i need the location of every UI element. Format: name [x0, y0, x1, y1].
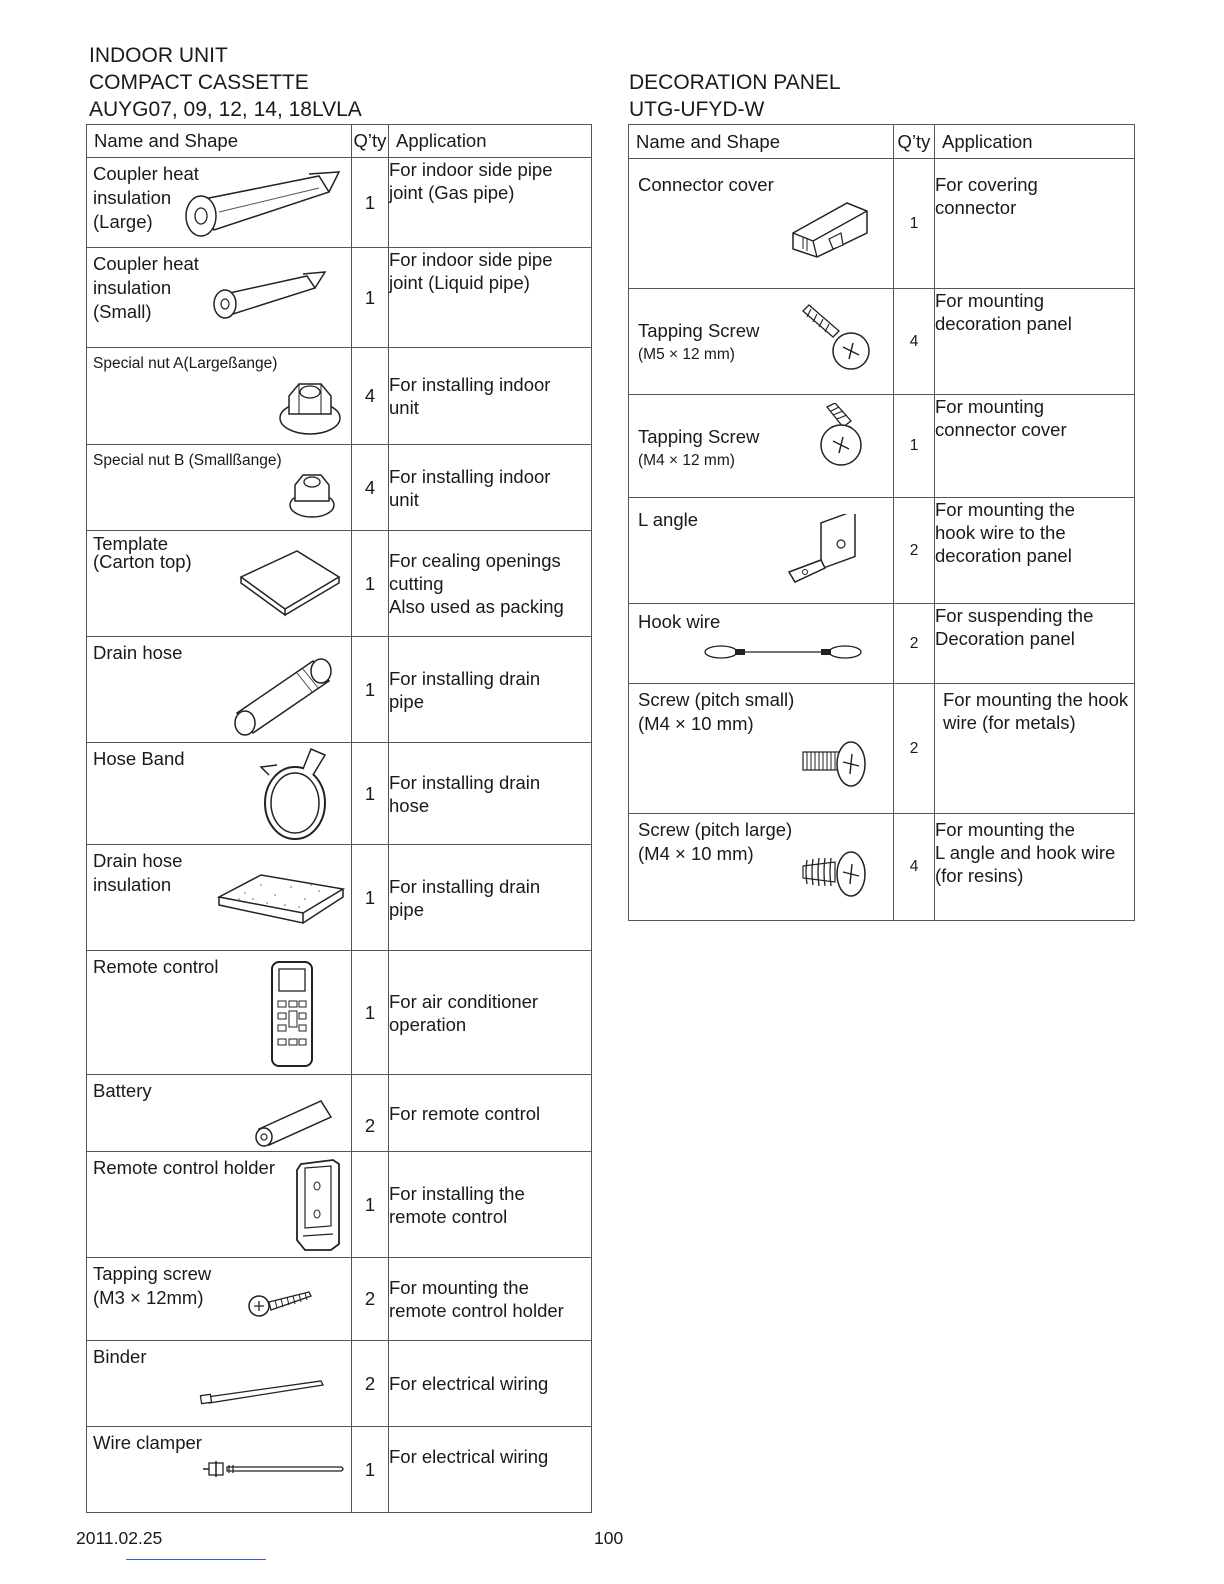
- item-application: For electrical wiring: [389, 1427, 592, 1513]
- col-qty-header: Q’ty: [894, 125, 935, 159]
- item-name: Wire clamper: [93, 1432, 202, 1453]
- item-application: For mounting the L angle and hook wire (for resins): [935, 814, 1135, 921]
- table-row: [87, 445, 592, 531]
- item-name: Screw (pitch small) (M4 × 10 mm): [638, 689, 795, 734]
- table-row: [87, 531, 592, 637]
- item-application: For indoor side pipe joint (Gas pipe): [389, 158, 592, 248]
- item-qty: 2: [352, 1258, 389, 1341]
- item-qty: 1: [352, 845, 389, 951]
- item-name: Binder: [93, 1346, 147, 1367]
- footer-date: 2011.02.25: [76, 1528, 163, 1548]
- item-application: For installing drain pipe: [389, 845, 592, 951]
- item-application: For mounting the remote control holder: [389, 1258, 592, 1341]
- item-qty: 2: [894, 684, 935, 814]
- item-name: Special nut B (Smallßange): [93, 452, 282, 469]
- table-row: [87, 1427, 592, 1513]
- item-qty: 2: [352, 1341, 389, 1427]
- footer-divider: [126, 1559, 266, 1560]
- item-name: Remote control: [93, 956, 219, 977]
- hook-wire-icon: [703, 640, 863, 664]
- table-row: [87, 637, 592, 743]
- col-name-header: Name and Shape: [87, 125, 352, 158]
- nut-b-icon: [287, 471, 337, 519]
- table-row: [629, 498, 1135, 604]
- item-application: For mounting the hook wire to the decoration panel: [935, 498, 1135, 604]
- item-qty: 1: [352, 531, 389, 637]
- item-name: Remote control holder: [93, 1157, 276, 1178]
- item-name: Connector cover: [638, 174, 774, 195]
- table-row: [87, 1152, 592, 1258]
- item-name: Coupler heat insulation (Large): [93, 163, 199, 232]
- item-name: L angle: [638, 509, 699, 530]
- table-row: [87, 1341, 592, 1427]
- left-header-line2: COMPACT CASSETTE: [89, 71, 309, 94]
- right-header-line1: DECORATION PANEL: [629, 71, 841, 94]
- table-row: [87, 845, 592, 951]
- item-name: Hook wire: [638, 611, 721, 632]
- item-qty: 1: [894, 395, 935, 498]
- table-row: [87, 158, 592, 248]
- table-row: [629, 684, 1135, 814]
- item-name: Screw (pitch large) (M4 × 10 mm): [638, 819, 793, 864]
- item-qty: 4: [352, 348, 389, 445]
- left-header: [89, 42, 362, 123]
- item-qty: 4: [352, 445, 389, 531]
- item-application: For cealing openings cutting Also used as packing: [389, 531, 592, 637]
- item-qty: 1: [352, 951, 389, 1075]
- item-application: For mounting connector cover: [935, 395, 1135, 498]
- col-app-header: Application: [389, 125, 592, 158]
- item-application: For installing drain pipe: [389, 637, 592, 743]
- screw-small-pitch-icon: [799, 740, 869, 792]
- footer-page-number: 100: [594, 1528, 624, 1548]
- col-name-header: Name and Shape: [629, 125, 894, 159]
- item-qty: 4: [894, 814, 935, 921]
- item-application: For covering connector: [935, 159, 1135, 289]
- table-row: [87, 1075, 592, 1152]
- item-qty: 4: [894, 289, 935, 395]
- item-size: (M4 × 12 mm): [638, 452, 735, 469]
- item-qty: 1: [352, 1427, 389, 1513]
- item-qty: 1: [352, 637, 389, 743]
- table-row: [629, 814, 1135, 921]
- item-name: Drain hose insulation: [93, 850, 183, 895]
- item-qty: 1: [352, 1152, 389, 1258]
- binder-icon: [197, 1377, 327, 1407]
- item-application: For installing the remote control: [389, 1152, 592, 1258]
- item-name: Battery: [93, 1080, 152, 1101]
- col-qty-header: Q’ty: [352, 125, 389, 158]
- item-application: For suspending the Decoration panel: [935, 604, 1135, 684]
- item-application: For indoor side pipe joint (Liquid pipe): [389, 248, 592, 348]
- item-application: For electrical wiring: [389, 1341, 592, 1427]
- item-name: Special nut A(Largeßange): [93, 355, 278, 372]
- table-row: [629, 604, 1135, 684]
- item-qty: 1: [894, 159, 935, 289]
- item-application: For installing indoor unit: [389, 348, 592, 445]
- nut-a-icon: [277, 378, 343, 438]
- item-application: For air conditioner operation: [389, 951, 592, 1075]
- table-row: [87, 348, 592, 445]
- item-qty: 1: [352, 158, 389, 248]
- item-name: Drain hose: [93, 642, 183, 663]
- item-application: For installing indoor unit: [389, 445, 592, 531]
- wire-clamper-icon: [197, 1457, 347, 1481]
- item-name: Hose Band: [93, 748, 185, 769]
- item-name: Tapping Screw: [638, 426, 760, 447]
- item-application: For installing drain hose: [389, 743, 592, 845]
- left-header-line1: INDOOR UNIT: [89, 44, 228, 67]
- item-application: For remote control: [389, 1075, 592, 1152]
- item-qty: 2: [352, 1075, 389, 1152]
- decoration-panel-parts-table: [628, 124, 1135, 921]
- connector-cover-icon: [787, 193, 877, 263]
- left-header-line3: AUYG07, 09, 12, 14, 18LVLA: [89, 98, 362, 121]
- right-header: [629, 69, 841, 123]
- item-name: Tapping Screw: [638, 320, 760, 341]
- item-qty: 1: [352, 248, 389, 348]
- col-app-header: Application: [935, 125, 1135, 159]
- indoor-unit-parts-table: [86, 124, 592, 1513]
- table-row: [87, 951, 592, 1075]
- table-row: [629, 159, 1135, 289]
- table-row: [87, 248, 592, 348]
- item-name: Coupler heat insulation (Small): [93, 253, 199, 322]
- right-header-line2: UTG-UFYD-W: [629, 98, 765, 121]
- table-row: [629, 395, 1135, 498]
- item-name: Template (Carton top): [93, 533, 192, 572]
- table-row: [87, 1258, 592, 1341]
- item-qty: 2: [894, 498, 935, 604]
- item-size: (M5 × 12 mm): [638, 346, 735, 363]
- table-row: [629, 289, 1135, 395]
- item-application: For mounting decoration panel: [935, 289, 1135, 395]
- item-application: For mounting the hook wire (for metals): [935, 684, 1135, 814]
- item-name: Tapping screw (M3 × 12mm): [93, 1263, 212, 1308]
- item-qty: 1: [352, 743, 389, 845]
- table-row: [87, 743, 592, 845]
- item-qty: 2: [894, 604, 935, 684]
